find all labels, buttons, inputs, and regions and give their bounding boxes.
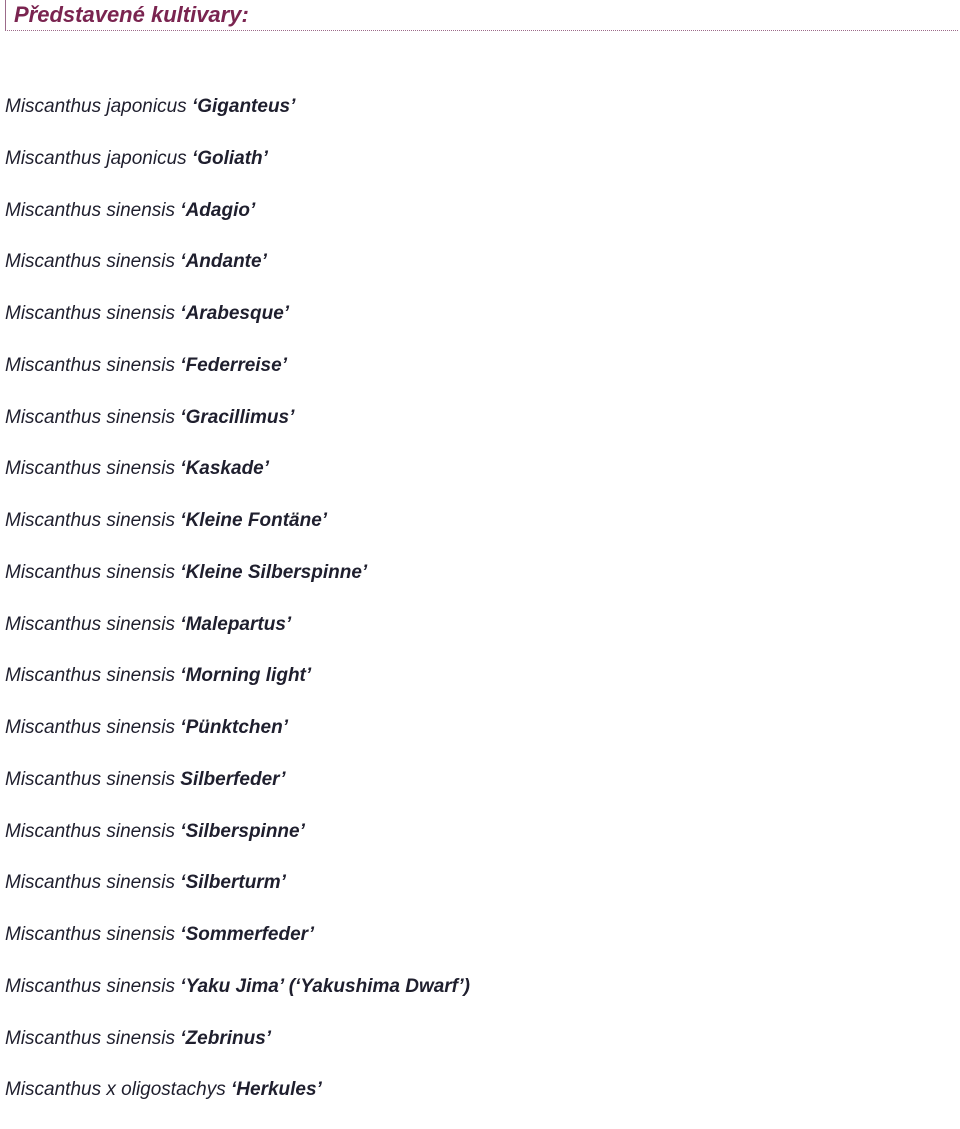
- heading-box: [5, 0, 958, 31]
- species-name: Miscanthus sinensis: [5, 1027, 181, 1049]
- list-item: [5, 1026, 470, 1078]
- species-name: Miscanthus sinensis: [5, 406, 181, 428]
- species-name: Miscanthus japonicus: [5, 96, 192, 117]
- list-item: [5, 249, 470, 301]
- cultivar-name: ‘Adagio’: [180, 199, 256, 221]
- list-item: [5, 922, 470, 974]
- species-name: Miscanthus sinensis: [5, 975, 181, 997]
- list-item: [5, 560, 470, 612]
- cultivar-name: ‘Pünktchen’: [180, 717, 288, 738]
- cultivar-name: ‘Zebrinus’: [180, 1027, 272, 1049]
- cultivar-name: ‘Malepartus’: [180, 613, 292, 635]
- list-item: [5, 94, 470, 146]
- cultivar-name: ‘Herkules’: [231, 1079, 322, 1101]
- species-name: Miscanthus sinensis: [5, 561, 181, 583]
- list-item: [5, 1077, 470, 1129]
- list-item: [5, 146, 470, 198]
- species-name: Miscanthus sinensis: [5, 872, 181, 894]
- cultivar-name: ‘Silberturm’: [180, 872, 286, 894]
- cultivar-name: ‘Yaku Jima’ (‘Yakushima Dwarf’): [180, 975, 470, 997]
- list-item: [5, 974, 470, 1026]
- species-name: Miscanthus sinensis: [5, 924, 181, 945]
- species-name: Miscanthus sinensis: [5, 613, 181, 635]
- cultivar-name: ‘Giganteus’: [191, 96, 296, 117]
- list-item: [5, 508, 470, 560]
- cultivar-name: ‘Silberspinne’: [180, 820, 305, 842]
- cultivar-name: ‘Kaskade’: [180, 458, 270, 480]
- list-item: [5, 767, 470, 819]
- cultivar-name: ‘Morning light’: [180, 665, 312, 687]
- page-title: Představené kultivary:: [14, 2, 249, 27]
- list-item: [5, 198, 470, 250]
- species-name: Miscanthus sinensis: [5, 303, 181, 324]
- species-name: Miscanthus sinensis: [5, 458, 181, 480]
- species-name: Miscanthus sinensis: [5, 251, 181, 273]
- list-item: [5, 456, 470, 508]
- cultivar-name: ‘Andante’: [180, 251, 267, 273]
- list-item: [5, 819, 470, 871]
- list-item: [5, 353, 470, 405]
- cultivar-name: ‘Federreise’: [180, 354, 287, 376]
- species-name: Miscanthus sinensis: [5, 820, 181, 842]
- cultivar-name: ‘Gracillimus’: [180, 406, 295, 428]
- cultivar-name: ‘Kleine Silberspinne’: [180, 561, 368, 583]
- species-name: Miscanthus sinensis: [5, 199, 181, 221]
- list-item: [5, 301, 470, 353]
- list-item: [5, 405, 470, 457]
- cultivar-name: ‘Arabesque’: [180, 303, 290, 324]
- list-item: [5, 663, 470, 715]
- species-name: Miscanthus japonicus: [5, 147, 192, 169]
- cultivar-name: ‘Sommerfeder’: [180, 924, 315, 945]
- cultivar-name: ‘Goliath’: [191, 147, 268, 169]
- cultivar-list: [5, 94, 470, 1129]
- list-item: [5, 612, 470, 664]
- species-name: Miscanthus sinensis: [5, 717, 181, 738]
- list-item: [5, 715, 470, 767]
- species-name: Miscanthus sinensis: [5, 510, 181, 531]
- cultivar-name: Silberfeder’: [180, 768, 286, 790]
- species-name: Miscanthus sinensis: [5, 665, 181, 687]
- list-item: [5, 870, 470, 922]
- species-name: Miscanthus x oligostachys: [5, 1079, 231, 1101]
- species-name: Miscanthus sinensis: [5, 768, 181, 790]
- cultivar-name: ‘Kleine Fontäne’: [180, 510, 328, 531]
- species-name: Miscanthus sinensis: [5, 354, 181, 376]
